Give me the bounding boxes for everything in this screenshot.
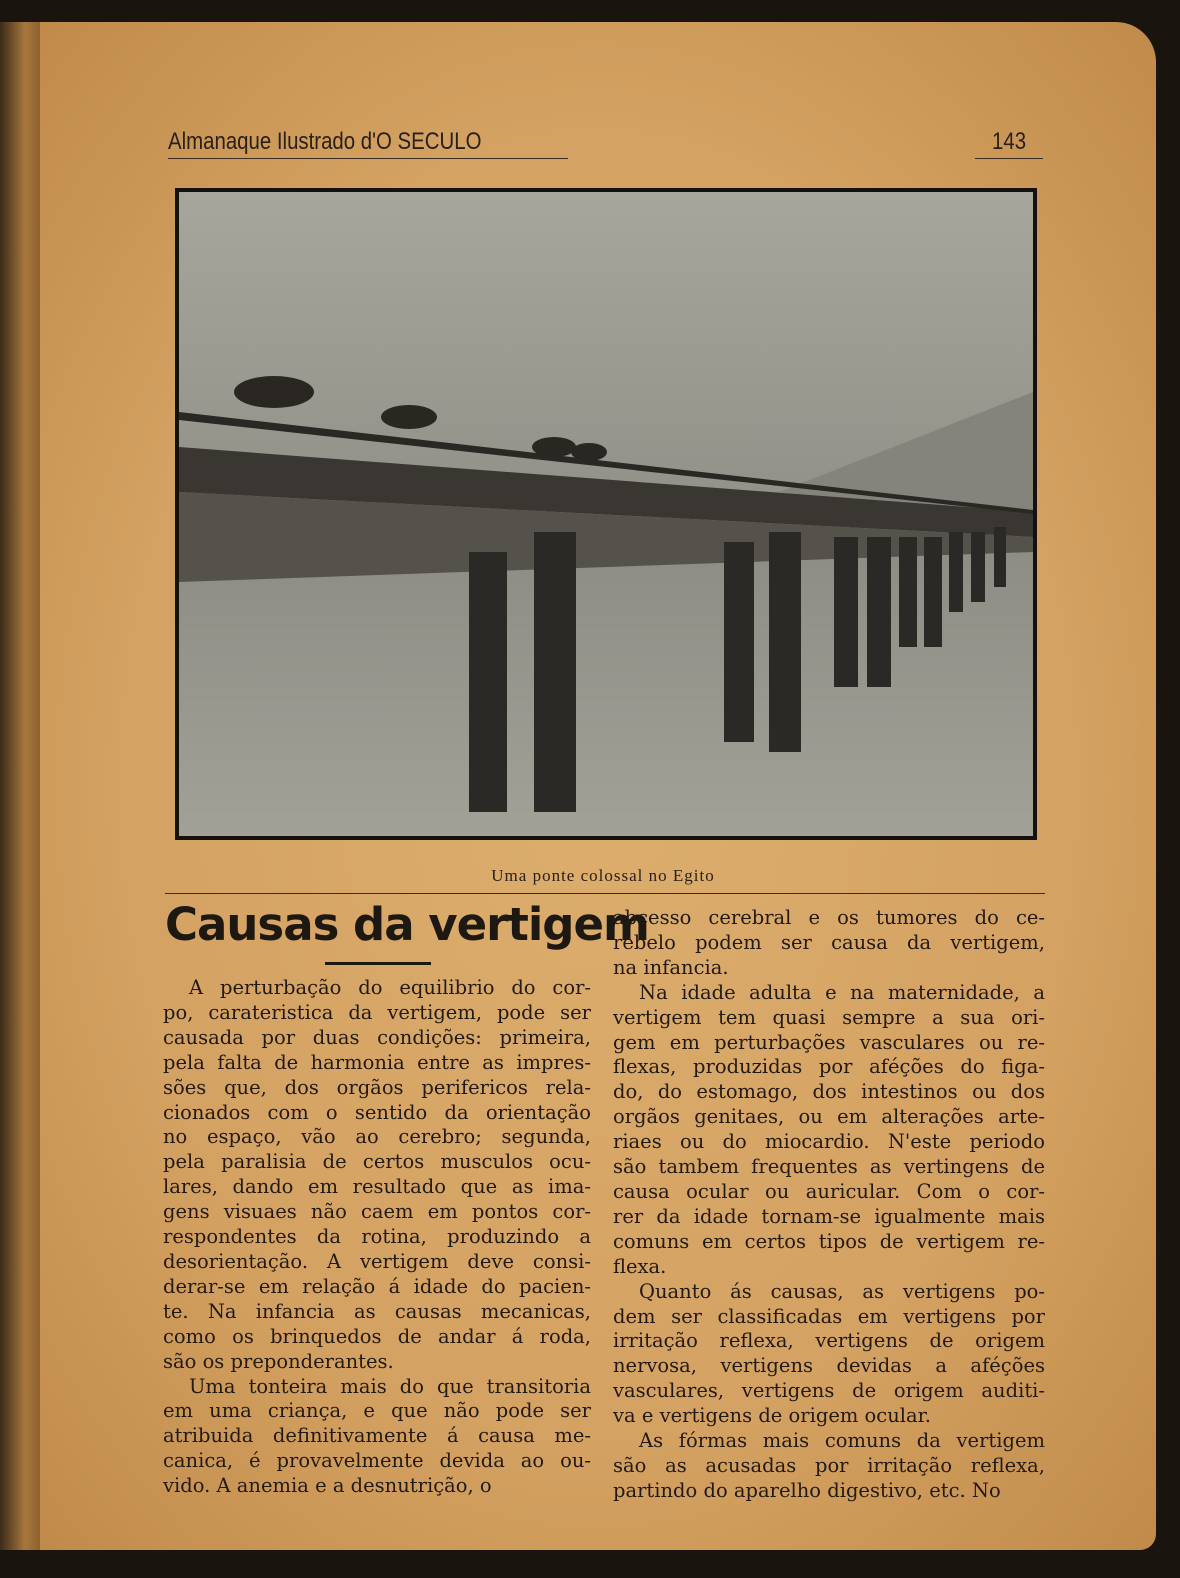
text-line: são tambem frequentes as vertingens de: [613, 1155, 1045, 1179]
text-line: As fórmas mais comuns da vertigem: [639, 1429, 1045, 1453]
article-title: Causas da vertigem: [165, 898, 649, 951]
text-line: pela paralisia de certos musculos ocu-: [163, 1150, 591, 1174]
text-line: abcesso cerebral e os tumores do ce-: [613, 906, 1045, 929]
book-spine: [0, 22, 42, 1550]
text-line: irritação reflexa, vertigens de origem: [613, 1329, 1045, 1353]
text-line: são as acusadas por irritação reflexa,: [613, 1453, 1045, 1477]
text-line: derar-se em relação á idade do pacien-: [163, 1274, 591, 1298]
text-line: Quanto ás causas, as vertigens po-: [639, 1279, 1045, 1303]
caption-rule: [165, 893, 1045, 894]
text-line: do, do estomago, dos intestinos ou dos: [613, 1080, 1045, 1104]
page-number: 143: [992, 128, 1027, 155]
text-line: desorientação. A vertigem deve consi-: [163, 1249, 591, 1273]
header-rule: [168, 158, 568, 159]
text-line: rer da idade tornam-se igualmente mais: [613, 1204, 1045, 1228]
page-number-rule: [975, 158, 1043, 159]
text-line: dem ser classificadas em vertigens por: [613, 1304, 1045, 1328]
text-line: Na idade adulta e na maternidade, a: [639, 980, 1045, 1004]
text-line: gens visuaes não caem em pontos cor-: [163, 1200, 591, 1224]
title-rule: [325, 962, 431, 965]
text-line: po, carateristica da vertigem, pode ser: [163, 1000, 591, 1024]
article-left-column: [163, 976, 591, 1499]
text-line: pela falta de harmonia entre as impres-: [163, 1050, 591, 1074]
text-line: flexas, produzidas por aféções do figa-: [613, 1055, 1045, 1079]
text-line: como os brinquedos de andar á roda,: [163, 1324, 591, 1348]
text-line: flexa.: [613, 1254, 667, 1278]
text-line: partindo do aparelho digestivo, etc. No: [613, 1478, 1001, 1502]
text-line: vasculares, vertigens de origem auditi-: [613, 1379, 1045, 1403]
text-line: em uma criança, e que não pode ser: [163, 1399, 591, 1423]
text-line: no espaço, vão ao cerebro; segunda,: [163, 1125, 591, 1149]
text-line: causa ocular ou auricular. Com o cor-: [613, 1179, 1045, 1203]
figure-caption: Uma ponte colossal no Egito: [491, 866, 715, 885]
text-line: nervosa, vertigens devidas a aféções: [613, 1354, 1045, 1378]
text-line: canica, é provavelmente devida ao ou-: [163, 1449, 591, 1473]
text-line: atribuida definitivamente á causa me-: [163, 1424, 591, 1448]
bridge-photograph: [175, 188, 1037, 840]
text-line: respondentes da rotina, produzindo a: [163, 1225, 591, 1249]
text-line: na infancia.: [613, 955, 729, 979]
text-line: lares, dando em resultado que as ima-: [163, 1175, 591, 1199]
text-line: rebelo podem ser causa da vertigem,: [613, 930, 1045, 954]
text-line: te. Na infancia as causas mecanicas,: [163, 1299, 591, 1323]
text-line: são os preponderantes.: [163, 1349, 394, 1373]
text-line: orgãos genitaes, ou em alterações arte-: [613, 1105, 1045, 1129]
text-line: riaes ou do miocardio. N'este periodo: [613, 1130, 1045, 1154]
text-line: va e vertigens de origem ocular.: [613, 1404, 932, 1428]
text-line: causada por duas condições: primeira,: [163, 1025, 591, 1049]
article-right-column: [613, 906, 1045, 1504]
text-line: comuns em certos tipos de vertigem re-: [613, 1229, 1045, 1253]
text-line: sões que, dos orgãos perifericos rela-: [163, 1075, 591, 1099]
bridge-photo-image: [179, 192, 1033, 836]
text-line: vido. A anemia e a desnutrição, o: [163, 1474, 492, 1498]
text-line: gem em perturbações vasculares ou re-: [613, 1030, 1045, 1054]
text-line: Uma tonteira mais do que transitoria: [189, 1374, 591, 1398]
running-header: Almanaque Ilustrado d'O SECULO: [168, 128, 482, 155]
text-line: cionados com o sentido da orientação: [163, 1100, 591, 1124]
text-line: A perturbação do equilibrio do cor-: [189, 976, 591, 999]
text-line: vertigem tem quasi sempre a sua ori-: [613, 1005, 1045, 1029]
